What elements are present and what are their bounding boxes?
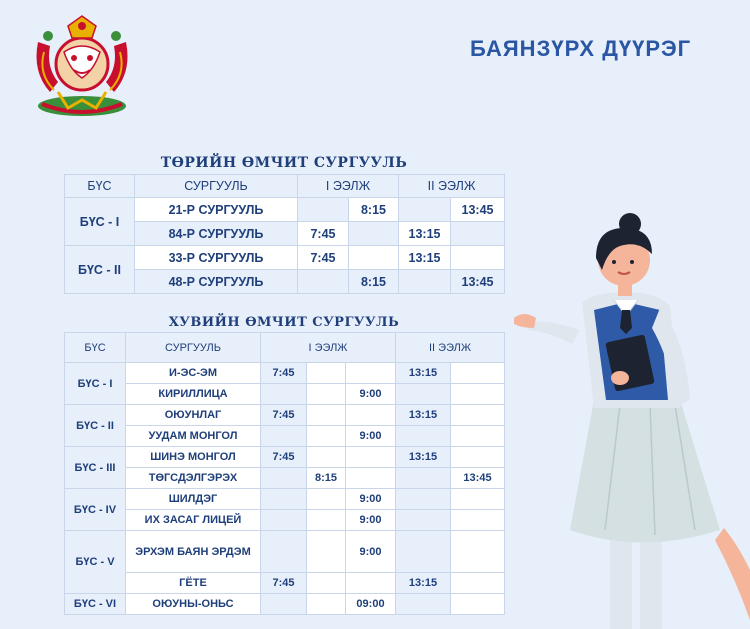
school-cell: ТӨГСДЭЛГЭРЭХ (126, 468, 261, 489)
table-row (65, 531, 505, 573)
school-cell: И-ЭС-ЭМ (126, 363, 261, 384)
school-cell: УУДАМ МОНГОЛ (126, 426, 261, 447)
table-row (65, 468, 505, 489)
time-cell: 8:15 (307, 468, 346, 489)
time-cell (307, 426, 346, 447)
district-title: БАЯНЗҮРХ ДҮҮРЭГ (470, 36, 692, 61)
time-cell: 9:00 (346, 531, 396, 573)
table-row (65, 447, 505, 468)
time-cell (261, 531, 307, 573)
table-row (65, 363, 505, 384)
time-cell (451, 489, 505, 510)
time-cell (349, 246, 399, 270)
school-cell: 21-Р СУРГУУЛЬ (135, 198, 298, 222)
col-header-school: СУРГУУЛЬ (126, 333, 261, 363)
bus-cell: БҮС - III (65, 447, 126, 489)
time-cell (261, 594, 307, 615)
time-cell: 13:15 (399, 246, 451, 270)
time-cell: 7:45 (261, 405, 307, 426)
school-cell: КИРИЛЛИЦА (126, 384, 261, 405)
time-cell (261, 468, 307, 489)
school-cell: ОЮУНЫ-ОНЬС (126, 594, 261, 615)
bus-cell: БҮС - I (65, 363, 126, 405)
time-cell (451, 363, 505, 384)
bus-cell: БҮС - II (65, 405, 126, 447)
school-cell: 48-Р СУРГУУЛЬ (135, 270, 298, 294)
time-cell (451, 405, 505, 426)
school-cell: 84-Р СУРГУУЛЬ (135, 222, 298, 246)
state-schools-title: ТӨРИЙН ӨМЧИТ СУРГУУЛЬ (160, 155, 408, 171)
time-cell (399, 270, 451, 294)
col-header-shift2: II ЭЭЛЖ (399, 175, 505, 198)
time-cell: 7:45 (298, 246, 349, 270)
col-header-shift1: I ЭЭЛЖ (298, 175, 399, 198)
time-cell (307, 384, 346, 405)
school-cell: ШИЛДЭГ (126, 489, 261, 510)
time-cell: 13:45 (451, 198, 505, 222)
time-cell: 8:15 (349, 270, 399, 294)
school-cell: ГЁТЕ (126, 573, 261, 594)
time-cell (307, 531, 346, 573)
state-schools-table (64, 174, 505, 294)
time-cell (451, 531, 505, 573)
time-cell (346, 468, 396, 489)
time-cell (451, 222, 505, 246)
time-cell: 13:45 (451, 270, 505, 294)
time-cell (261, 426, 307, 447)
time-cell (396, 531, 451, 573)
table-row (65, 426, 505, 447)
bus-cell: БҮС - IV (65, 489, 126, 531)
time-cell: 09:00 (346, 594, 396, 615)
time-cell (396, 384, 451, 405)
time-cell: 7:45 (261, 573, 307, 594)
table-header-row (65, 333, 505, 363)
time-cell (298, 198, 349, 222)
time-cell (349, 222, 399, 246)
time-cell (307, 573, 346, 594)
table-header-row (65, 175, 505, 198)
time-cell: 13:15 (399, 222, 451, 246)
school-cell: ОЮУНЛАГ (126, 405, 261, 426)
col-header-school: СУРГУУЛЬ (135, 175, 298, 198)
table-row (65, 594, 505, 615)
time-cell (307, 447, 346, 468)
time-cell (346, 573, 396, 594)
time-cell: 13:15 (396, 447, 451, 468)
time-cell: 13:15 (396, 573, 451, 594)
time-cell: 9:00 (346, 384, 396, 405)
private-schools-title: ХУВИЙН ӨМЧИТ СУРГУУЛЬ (168, 315, 400, 330)
bus-cell: БҮС - V (65, 531, 126, 594)
bus-cell: БҮС - II (65, 246, 135, 294)
table-row (65, 489, 505, 510)
col-header-bus: БҮС (65, 333, 126, 363)
school-cell: 33-Р СУРГУУЛЬ (135, 246, 298, 270)
time-cell (451, 447, 505, 468)
time-cell: 7:45 (298, 222, 349, 246)
table-row (65, 573, 505, 594)
bus-cell: БҮС - VI (65, 594, 126, 615)
time-cell (451, 573, 505, 594)
school-cell: ШИНЭ МОНГОЛ (126, 447, 261, 468)
private-schools-table (64, 332, 505, 615)
time-cell: 13:45 (451, 468, 505, 489)
time-cell: 7:45 (261, 363, 307, 384)
time-cell (451, 510, 505, 531)
time-cell: 7:45 (261, 447, 307, 468)
time-cell (307, 594, 346, 615)
time-cell (261, 510, 307, 531)
col-header-shift2: II ЭЭЛЖ (396, 333, 505, 363)
time-cell: 8:15 (349, 198, 399, 222)
time-cell (451, 246, 505, 270)
table-row (65, 198, 505, 222)
time-cell: 13:15 (396, 363, 451, 384)
time-cell (451, 426, 505, 447)
time-cell: 9:00 (346, 510, 396, 531)
time-cell: 9:00 (346, 426, 396, 447)
table-row (65, 246, 505, 270)
time-cell (346, 363, 396, 384)
time-cell (451, 594, 505, 615)
table-row (65, 510, 505, 531)
time-cell: 13:15 (396, 405, 451, 426)
time-cell (261, 489, 307, 510)
col-header-shift1: I ЭЭЛЖ (261, 333, 396, 363)
time-cell (307, 510, 346, 531)
time-cell (298, 270, 349, 294)
emblem-icon (28, 12, 136, 122)
table-row (65, 384, 505, 405)
time-cell (346, 447, 396, 468)
school-cell: ЭРХЭМ БАЯН ЭРДЭМ (126, 531, 261, 573)
time-cell (307, 363, 346, 384)
bus-cell: БҮС - I (65, 198, 135, 246)
time-cell (396, 468, 451, 489)
time-cell (396, 510, 451, 531)
time-cell (346, 405, 396, 426)
col-header-bus: БҮС (65, 175, 135, 198)
time-cell: 9:00 (346, 489, 396, 510)
private-schools-body (65, 363, 505, 615)
time-cell (261, 384, 307, 405)
time-cell (399, 198, 451, 222)
time-cell (451, 384, 505, 405)
school-cell: ИХ ЗАСАГ ЛИЦЕЙ (126, 510, 261, 531)
time-cell (396, 594, 451, 615)
time-cell (396, 489, 451, 510)
time-cell (307, 489, 346, 510)
student-illustration (510, 210, 750, 629)
time-cell (396, 426, 451, 447)
table-row (65, 405, 505, 426)
time-cell (307, 405, 346, 426)
